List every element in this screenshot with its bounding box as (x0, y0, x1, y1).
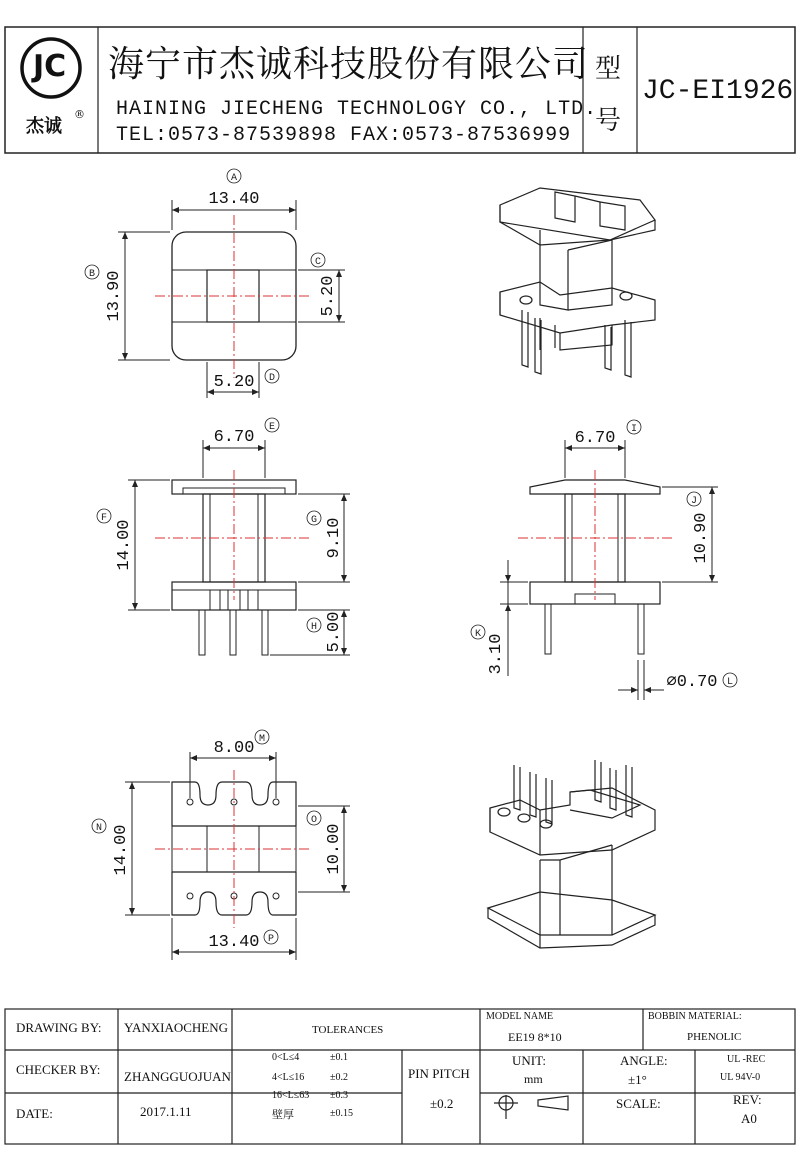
scale-label: SCALE: (616, 1096, 661, 1111)
dim-g: 9.10 (325, 517, 344, 559)
dim-c: 5.20 (319, 275, 338, 317)
tol-value-4: ±0.15 (330, 1108, 353, 1119)
tol-value-3: ±0.3 (330, 1090, 348, 1101)
model-name-value: EE19 8*10 (508, 1030, 562, 1044)
mark-o: O (310, 815, 318, 826)
registered-mark: ® (74, 108, 85, 121)
mark-i: I (630, 424, 638, 435)
dim-e: 6.70 (213, 428, 255, 447)
iso-view-top (500, 188, 655, 377)
bottom-view (125, 752, 350, 960)
rev-value: A0 (741, 1111, 757, 1126)
mark-c: C (314, 257, 322, 268)
mark-g: G (310, 515, 318, 526)
mark-a: A (230, 173, 238, 184)
company-name-cn: 海宁市杰诚科技股份有限公司 (108, 44, 590, 85)
drawing-by-label: DRAWING BY: (16, 1020, 102, 1035)
title-block-frame (0, 1008, 800, 1156)
dim-h: 5.00 (325, 611, 344, 653)
dim-d: 5.20 (213, 373, 255, 392)
unit-label: UNIT: (512, 1053, 547, 1068)
model-label-bottom: 号 (595, 106, 622, 136)
unit-value: mm (524, 1072, 543, 1086)
dim-b: 13.90 (105, 270, 124, 322)
dim-f: 14.00 (115, 519, 134, 571)
logo-cn: 杰诚 (26, 116, 62, 137)
date-value: 2017.1.11 (140, 1104, 192, 1119)
model-name-label: MODEL NAME (486, 1011, 554, 1022)
dim-k: 3.10 (487, 633, 506, 675)
ul-94v0: UL 94V-0 (720, 1072, 761, 1083)
tol-range-3: 16<L≤63 (272, 1090, 310, 1101)
mark-b: B (88, 269, 96, 280)
mark-h: H (310, 622, 318, 633)
checker-by-value: ZHANGGUOJUAN (124, 1069, 231, 1084)
mark-p: P (267, 934, 275, 945)
mark-e: E (268, 422, 276, 433)
pin-pitch-value: ±0.2 (430, 1096, 454, 1111)
mark-m: M (258, 734, 266, 745)
pin-pitch-label: PIN PITCH (408, 1066, 470, 1081)
mark-j: J (690, 496, 698, 507)
dim-n: 14.00 (112, 824, 131, 876)
mark-f: F (100, 513, 108, 524)
side-view (500, 440, 718, 700)
checker-by-label: CHECKER BY: (16, 1062, 101, 1077)
company-contact: TEL:0573-87539898 FAX:0573-87536999 (116, 124, 572, 147)
logo-mark: JC (33, 49, 67, 84)
tol-value-2: ±0.2 (330, 1072, 348, 1083)
drawing-by-value: YANXIAOCHENG (124, 1020, 228, 1035)
dim-j: 10.90 (692, 512, 711, 564)
mark-k: K (474, 629, 482, 640)
dim-a: 13.40 (208, 190, 260, 209)
mark-d: D (268, 373, 276, 384)
date-label: DATE: (16, 1106, 53, 1121)
ul-rec: UL -REC (727, 1054, 766, 1065)
bobbin-material-label: BOBBIN MATERIAL: (648, 1011, 742, 1022)
dim-l: ⌀0.70 (666, 673, 718, 692)
mark-n: N (95, 823, 103, 834)
bobbin-material-value: PHENOLIC (687, 1031, 742, 1043)
rev-label: REV: (733, 1092, 762, 1107)
tol-range-4: 壁厚 (272, 1109, 294, 1121)
tol-range-1: 0<L≤4 (272, 1052, 300, 1063)
model-label-top: 型 (595, 54, 622, 84)
tol-value-1: ±0.1 (330, 1052, 348, 1063)
dim-o: 10.00 (325, 823, 344, 875)
dim-m: 8.00 (213, 739, 255, 758)
dim-i: 6.70 (574, 429, 616, 448)
tolerances-label: TOLERANCES (312, 1024, 384, 1036)
dim-p: 13.40 (208, 933, 260, 952)
tol-range-2: 4<L≤16 (272, 1072, 305, 1083)
mark-l: L (726, 677, 734, 688)
company-name-en: HAINING JIECHENG TECHNOLOGY CO., LTD. (116, 98, 598, 121)
technical-drawing (0, 160, 800, 1006)
iso-view-bottom (488, 760, 655, 948)
angle-label: ANGLE: (620, 1053, 668, 1068)
top-view (118, 200, 345, 398)
angle-value: ±1° (628, 1072, 647, 1087)
model-number: JC-EI1926 (642, 76, 794, 107)
